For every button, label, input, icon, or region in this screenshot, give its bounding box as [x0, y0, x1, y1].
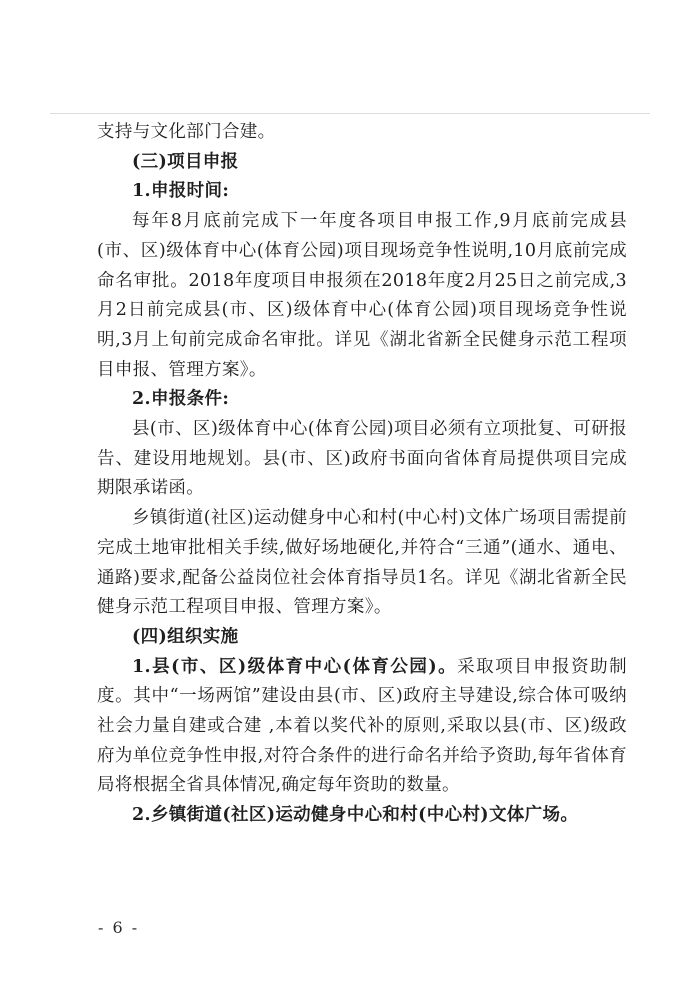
paragraph-continuation: 支持与文化部门合建。 — [97, 122, 276, 142]
paragraph-county-implementation-rest: 采取项目申报资助制度。其中“一场两馆”建设由县(市、区)政府主导建设,综合体可吸纳社会力量自建或合建 ,本着以奖代补的原则,采取以县(市、区)级政府为单位竞争性申报,对符合条件的进行命名并给予资助,每年省体育局将根据全省具体情况,确定每年资助的数量。 — [97, 656, 627, 796]
header-rule — [50, 113, 650, 114]
subheading-application-conditions: 2.申报条件: — [132, 389, 230, 410]
page-number: - 6 - — [98, 918, 140, 937]
subheading-application-time: 1.申报时间: — [132, 181, 230, 202]
document-body — [97, 118, 627, 831]
section-heading-implementation: (四)组织实施 — [132, 626, 239, 647]
paragraph-county-implementation-lead: 1.县(市、区)级体育中心(体育公园)。 — [132, 656, 458, 677]
section-heading-project-application: (三)项目申报 — [132, 151, 239, 172]
paragraph-county-implementation — [97, 653, 627, 802]
paragraph-application-time: 每年8月底前完成下一年度各项目申报工作,9月底前完成县(市、区)级体育中心(体育公园)项目现场竞争性说明,10月底前完成命名审批。2018年度项目申报须在2018年度2月25日之前完成,3月2日前完成县(市、区)级体育中心(体育公园)项目现场竞争性说明,3月上旬前完成命名审批。详见《湖北省新全民健身示范工程项目申报、管理方案》。 — [97, 211, 627, 380]
paragraph-county-conditions: 县(市、区)级体育中心(体育公园)项目必须有立项批复、可研报告、建设用地规划。县(市、区)政府书面向省体育局提供项目完成期限承诺函。 — [97, 419, 627, 499]
paragraph-township-conditions: 乡镇街道(社区)运动健身中心和村(中心村)文体广场项目需提前完成土地审批相关手续,做好场地硬化,并符合“三通”(通水、通电、通路)要求,配备公益岗位社会体育指导员1名。详见《湖北省新全民健身示范工程项目申报、管理方案》。 — [97, 508, 627, 618]
subheading-township-implementation: 2.乡镇街道(社区)运动健身中心和村(中心村)文体广场。 — [132, 805, 579, 826]
